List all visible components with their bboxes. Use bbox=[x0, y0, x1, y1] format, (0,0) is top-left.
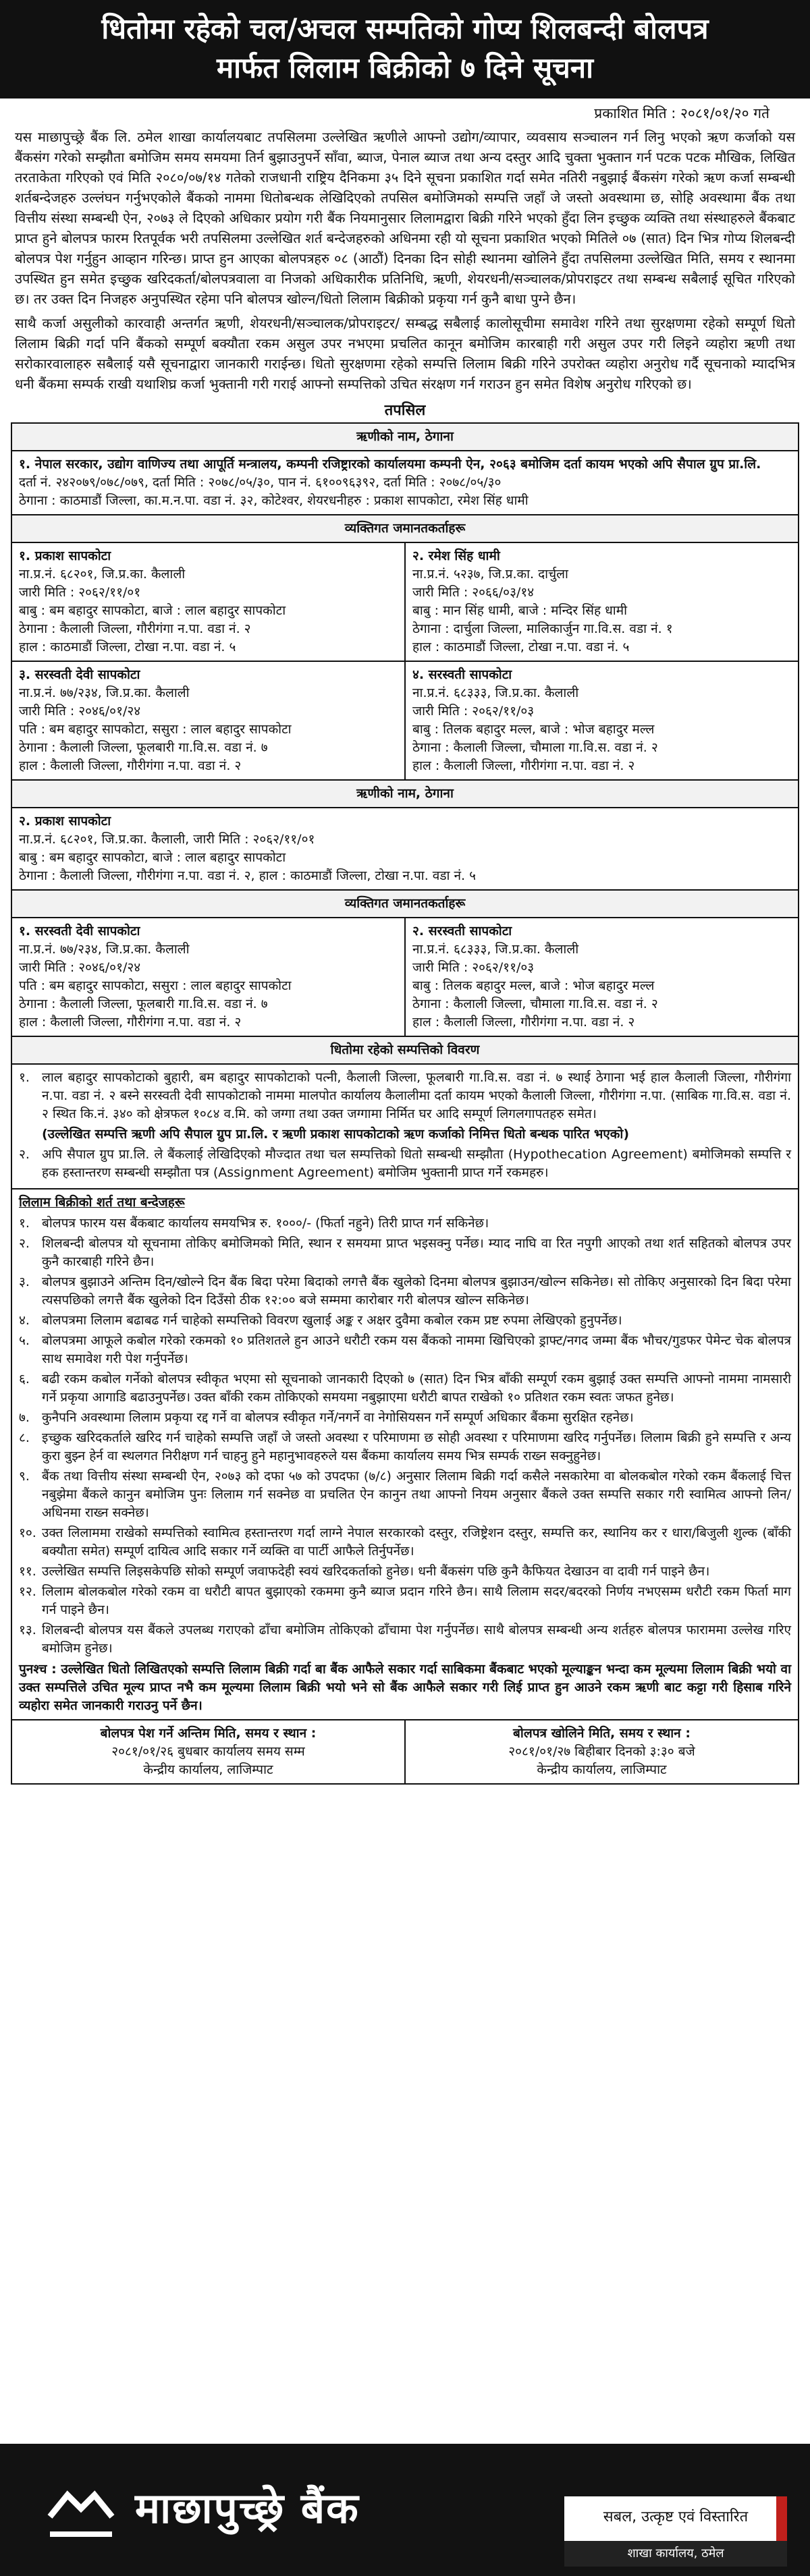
guarantor-line: जारी मिति : २०६२/११/०३ bbox=[412, 960, 535, 975]
property-note: (उल्लेखित सम्पत्ति ऋणी अपि सैपाल ग्रुप प्रा.लि. र ऋणी प्रकाश सापकोटाको ऋण कर्जाको निमित्त धितो बन्धक पारित भएको) bbox=[42, 1127, 629, 1142]
guarantor-name: १. सरस्वती देवी सापकोटा bbox=[19, 924, 140, 939]
property-heading: धितोमा रहेको सम्पत्तिको विवरण bbox=[11, 1036, 799, 1064]
guarantor-name: १. प्रकाश सापकोटा bbox=[19, 549, 111, 563]
guarantor-line: जारी मिति : २०४६/०१/२४ bbox=[19, 704, 141, 719]
guarantor-line: जारी मिति : २०६२/११/०१ bbox=[19, 585, 141, 600]
guarantor-line: ठेगाना : कैलाली जिल्ला, गौरीगंगा न.पा. वडा नं. २ bbox=[19, 621, 251, 636]
guarantor-line: हाल : कैलाली जिल्ला, गौरीगंगा न.पा. वडा नं. २ bbox=[412, 758, 635, 773]
borrower-line: १. नेपाल सरकार, उद्योग वाणिज्य तथा आपूर्ति मन्त्रालय, कम्पनी रजिष्ट्रारको कार्यालयमा कम्पनी ऐन, २०६३ बमोजिम दर्ता कायम भएको अपि सैपाल ग्रुप प्रा.लि. bbox=[19, 457, 761, 472]
guarantor-line: ना.प्र.नं. ६८३३३, जि.प्र.का. कैलाली bbox=[412, 942, 579, 957]
guarantor-name: ४. सरस्वती सापकोटा bbox=[412, 667, 512, 682]
condition-item: १३. शिलबन्दी बोलपत्र यस बैंकले उपलब्ध गराएको ढाँचा बमोजिम तोकिएको ढाँचामा पेश गर्नुपर्नेछ। साथै बोलपत्र सम्बन्धी अन्य शर्तहरु बोलपत्र फाराममा उल्लेख गरिए बमोजिम हुनेछ। bbox=[19, 1623, 791, 1656]
condition-item: ५. बोलपत्रमा आफूले कबोल गरेको रकमको १० प्रतिशतले हुन आउने धरौटी रकम यस बैंकको नाममा खिचिएको ड्राफ्ट/नगद जम्मा बैंक भौचर/गुडफर पेमेन्ट चेक बोलपत्र साथ समावेश गरी पेश गर्नुपर्नेछ। bbox=[19, 1333, 791, 1366]
guarantor-line: ठेगाना : कैलाली जिल्ला, फूलबारी गा.वि.स. वडा नं. ७ bbox=[19, 997, 268, 1011]
guarantor-line: ठेगाना : कैलाली जिल्ला, फूलबारी गा.वि.स. वडा नं. ७ bbox=[19, 740, 268, 755]
opening-date-place: केन्द्रीय कार्यालय, लाजिम्पाट bbox=[537, 1762, 667, 1777]
guarantor-name: २. रमेश सिंह धामी bbox=[412, 549, 500, 563]
bank-tagline: सबल, उत्कृष्ट एवं विस्तारित bbox=[603, 2509, 749, 2525]
tagline-box bbox=[564, 2496, 787, 2567]
guarantor-line: ना.प्र.नं. ६८३३३, जि.प्र.का. कैलाली bbox=[412, 685, 579, 700]
guarantors-heading: व्यक्तिगत जमानतकर्ताहरू bbox=[11, 515, 799, 542]
guarantor-line: बाबु : तिलक बहादुर मल्ल, बाजे : भोज बहादुर मल्ल bbox=[412, 722, 655, 737]
fishtail-mountain-icon bbox=[47, 2477, 115, 2545]
guarantor-line: ना.प्र.नं. ७७/२३४, जि.प्र.का. कैलाली bbox=[19, 685, 190, 700]
borrower-line: दर्ता नं. २४२०७९/०७८/०७९, दर्ता मिति : २०७८/०५/३०, पान नं. ६१००९६३९२, दर्ता मिति : २०७८/०५/३० bbox=[19, 475, 502, 490]
property-item: २. अपि सैपाल ग्रुप प्रा.लि. ले बैंकलाई लेखिदिएको मौज्दात तथा चल सम्पत्तिको धितो सम्बन्धी सम्झौता (Hypothecation Agreement) बमोजिमको सम्पत्ति र हक हस्तान्तरण सम्बन्धी सम्झौता पत्र (Assignment Agreement) बमोजिम भुक्तानी प्राप्त गर्ने रकमहरु। bbox=[19, 1147, 791, 1180]
submit-deadline-cell bbox=[11, 1720, 405, 1784]
guarantor-cell bbox=[405, 918, 799, 1036]
guarantor-line: ना.प्र.नं. ६८२०१, जि.प्र.का. कैलाली bbox=[19, 567, 186, 582]
notice-title bbox=[0, 0, 810, 99]
condition-item: ८. इच्छुक खरिदकर्ताले खरिद गर्न चाहेको सम्पत्ति जहाँ जे जस्तो अवस्था र परिमाणमा छ सोही अवस्था र परिमाणमा खरिद गर्नुपर्नेछ। लिलाम बिक्री हुने सम्पत्ति र अन्य कुरा बुझ्न हेर्न वा स्थलगत निरीक्षण गर्न चाहनु हुने महानुभावहरुले यस बैंकमा कार्यालय समय भित्र सम्पर्क राख्न सक्नुहुनेछ। bbox=[19, 1430, 791, 1463]
guarantor-cell bbox=[11, 661, 405, 780]
guarantor-line: हाल : कैलाली जिल्ला, गौरीगंगा न.पा. वडा नं. २ bbox=[19, 1015, 242, 1030]
guarantor-line: जारी मिति : २०६६/०३/१४ bbox=[412, 585, 535, 600]
borrower-line: ठेगाना : काठमाडौं जिल्ला, का.म.न.पा. वडा नं. ३२, कोटेश्वर, शेयरधनीहरु : प्रकाश सापकोटा, रमेश सिंह धामी bbox=[19, 493, 529, 508]
condition-item: ६. बढी रकम कबोल गर्नेको बोलपत्र स्वीकृत भएमा सो सूचनाको जानकारी दिएको ७ (सात) दिन भित्र बाँकी सम्पूर्ण रकम बुझाई उक्त सम्पत्ति आफ्नो नाममा नामसारी गर्ने प्रकृया आगाडि बढाउनुपर्नेछ। उक्त बाँकी रकम तोकिएको समयमा नबुझाएमा धरौटी बापत राखेको १० प्रतिशत रकम स्वतः जफत हुनेछ। bbox=[19, 1372, 791, 1405]
tapsil-heading: तपसिल bbox=[384, 402, 426, 419]
condition-item: ४. बोलपत्रमा लिलाम बढाबढ गर्न चाहेको सम्पत्तिको विवरण खुलाई अङ्क र अक्षर दुवैमा कबोल रकम प्रष्ट रुपमा लेखिएको हुनुपर्नेछ। bbox=[19, 1313, 622, 1328]
opening-date-value: २०८१/०१/२७ बिहीबार दिनको ३:३० बजे bbox=[508, 1744, 695, 1759]
condition-item: ११. उल्लेखित सम्पत्ति लिइसकेपछि सोको सम्पूर्ण जवाफदेही स्वयं खरिदकर्ताको हुनेछ। धनी बैंकसंग पछि कुनै कैफियत देखाउन वा दावी गर्न पाइने छैन। bbox=[19, 1564, 710, 1579]
guarantor-line: जारी मिति : २०६२/११/०३ bbox=[412, 704, 535, 719]
borrower-line: ठेगाना : कैलाली जिल्ला, गौरीगंगा न.पा. वडा नं. २, हाल : काठमाडौं जिल्ला, टोखा न.पा. वडा नं. ५ bbox=[19, 868, 476, 883]
condition-item: १. बोलपत्र फारम यस बैंकबाट कार्यालय समयभित्र रु. १०००/- (फिर्ता नहुने) तिरी प्राप्त गर्न सकिनेछ। bbox=[19, 1216, 489, 1231]
property-cell bbox=[11, 1064, 799, 1189]
guarantor-line: बाबु : तिलक बहादुर मल्ल, बाजे : भोज बहादुर मल्ल bbox=[412, 978, 655, 993]
conditions-cell bbox=[11, 1189, 799, 1720]
guarantors-heading: व्यक्तिगत जमानतकर्ताहरू bbox=[11, 890, 799, 918]
guarantor-cell bbox=[405, 542, 799, 661]
guarantor-line: ना.प्र.नं. ५२३७, जि.प्र.का. दार्चुला bbox=[412, 567, 568, 582]
guarantor-line: ठेगाना : कैलाली जिल्ला, चौमाला गा.वि.स. वडा नं. २ bbox=[412, 740, 658, 755]
condition-item: १२. लिलाम बोलकबोल गरेको रकम वा धरौटी बापत बुझाएको रकममा कुनै ब्याज प्रदान गरिने छैन। साथै लिलाम सदर/बदरको निर्णय नभएसम्म धरौटी रकम फिर्ता माग गर्न पाइने छैन। bbox=[19, 1584, 791, 1617]
published-date: प्रकाशित मिति : २०८१/०१/२० गते bbox=[594, 105, 770, 121]
opening-date-label: बोलपत्र खोलिने मिति, समय र स्थान : bbox=[513, 1726, 691, 1741]
guarantor-line: ठेगाना : कैलाली जिल्ला, चौमाला गा.वि.स. वडा नं. २ bbox=[412, 997, 658, 1011]
condition-item: २. शिलबन्दी बोलपत्र यो सूचनामा तोकिए बमोजिमको मिति, स्थान र समयमा प्राप्त भइसक्नु पर्नेछ। म्याद नाघि वा रित नपुगी आएको तथा शर्त सहितको बोलपत्र उपर कुनै कारबाही गरिने छैन। bbox=[19, 1236, 791, 1269]
opening-date-cell bbox=[405, 1720, 799, 1784]
guarantor-line: ठेगाना : दार्चुला जिल्ला, मालिकार्जुन गा.वि.स. वडा नं. १ bbox=[412, 621, 673, 636]
condition-item: ७. कुनैपनि अवस्थामा लिलाम प्रकृया रद्द गर्ने वा बोलपत्र स्वीकृत गर्ने/नगर्ने वा नेगोसियसन गर्ने सम्पूर्ण अधिकार बैंकमा सुरक्षित रहनेछ। bbox=[19, 1410, 634, 1425]
intro-text bbox=[15, 127, 795, 394]
submit-deadline-place: केन्द्रीय कार्यालय, लाजिम्पाट bbox=[143, 1762, 273, 1777]
bank-footer bbox=[0, 2444, 810, 2576]
branch-label: शाखा कार्यालय, ठमेल bbox=[564, 2541, 787, 2567]
submit-deadline-value: २०८१/०१/२६ बुधबार कार्यालय समय सम्म bbox=[111, 1744, 305, 1759]
guarantor-line: ना.प्र.नं. ७७/२३४, जि.प्र.का. कैलाली bbox=[19, 942, 190, 957]
intro-paragraph: साथै कर्जा असुलीको कारवाही अन्तर्गत ऋणी, शेयरधनी/सञ्चालक/प्रोपराइटर/ सम्बद्ध सबैलाई कालोसूचीमा समावेश गरिने तथा सुरक्षणमा रहेको सम्पूर्ण धितो लिलाम बिक्री गर्दा पनि बैंकको सम्पूर्ण बक्यौता रकम असुल उपर नभएमा प्रचलित कानून बमोजिम कारबाही गरी असुल उपर गरी लिइने व्यहोरा ऋणी तथा सरोकारवालाहरु सबैलाई यसै सूचनाद्वारा जानकारी गराईन्छ। धितो सुरक्षणमा रहेको सम्पत्ति लिलाम बिक्री गरिने उपरोक्त व्यहोरा अनुरोध गर्दै सूचनाको म्यादभित्र धनी बैंकमा सम्पर्क राखी यथाशिघ्र कर्जा भुक्तानी गरी गराई आफ्नो सम्पत्तिको उचित संरक्षण गर्न गराउन हुन समेत विशेष अनुरोध गरिएको छ। bbox=[15, 315, 795, 392]
borrower-line: २. प्रकाश सापकोटा bbox=[19, 814, 111, 829]
submit-deadline-label: बोलपत्र पेश गर्ने अन्तिम मिति, समय र स्थान : bbox=[100, 1726, 317, 1741]
guarantor-line: पति : बम बहादुर सापकोटा, ससुरा : लाल बहादुर सापकोटा bbox=[19, 978, 292, 993]
guarantor-line: जारी मिति : २०४६/०१/२४ bbox=[19, 960, 141, 975]
condition-item: ९. बैंक तथा वित्तीय संस्था सम्बन्धी ऐन, २०७३ को दफा ५७ को उपदफा (७/८) अनुसार लिलाम बिक्री गर्दा कसैले नसकारेमा वा बोलकबोल गरेको रकम बैंकलाई चित्त नबुझेमा बैंकले कानुन बमोजिम पुनः लिलाम गर्न सक्नेछ वा प्रचलित ऐन कानुन तथा आफ्नो नियम अनुसार बैंकले उक्त सम्पत्ति सकार गरी स्वामित्व आफ्नो लिन/अधिनमा राख्न सक्नेछ। bbox=[19, 1469, 791, 1520]
borrower-2-cell bbox=[11, 808, 799, 890]
borrower-line: बाबु : बम बहादुर सापकोटा, बाजे : लाल बहादुर सापकोटा bbox=[19, 850, 286, 865]
details-table bbox=[11, 422, 799, 1785]
guarantor-line: हाल : काठमाडौं जिल्ला, टोखा न.पा. वडा नं. ५ bbox=[19, 640, 236, 654]
condition-item: १०. उक्त लिलाममा राखेको सम्पत्तिको स्वामित्व हस्तान्तरण गर्दा लाग्ने नेपाल सरकारको दस्तुर, रजिष्ट्रेशन दस्तुर, सम्पत्ति कर, स्थानिय कर र धारा/बिजुली शुल्क (बाँकी बक्यौता समेत) सम्पूर्ण दायित्व आदि सकार गर्ने व्यक्ति वा पार्टी आफैले तिर्नुपर्नेछ। bbox=[19, 1525, 791, 1559]
guarantor-line: बाबु : मान सिंह धामी, बाजे : मन्दिर सिंह धामी bbox=[412, 603, 628, 618]
borrower-1-cell bbox=[11, 451, 799, 515]
condition-item: ३. बोलपत्र बुझाउने अन्तिम दिन/खोल्ने दिन बैंक बिदा परेमा बिदाको लगत्तै बैंक खुलेको दिनमा बोलपत्र बुझाउन/खोल्न सकिनेछ। सो तोकिए अनुसारको दिन बिदा परेमा त्यसपछिको लगत्तै बैंक खुलेको दिन दिउँसो ठीक १२:०० बजे सम्ममा कारोबार गरी बोलपत्र खोल्न सकिनेछ। bbox=[19, 1275, 791, 1308]
bank-name: माछापुच्छ्रे बैंक bbox=[135, 2484, 360, 2533]
borrower-heading: ऋणीको नाम, ठेगाना bbox=[11, 423, 799, 451]
postscript-note: पुनश्च : उल्लेखित धितो लिखितएको सम्पत्ति लिलाम बिक्री गर्दा बा बैंक आफैले सकार गर्दा साबिकमा बैंकबाट भएको मूल्याङ्कन भन्दा कम मूल्यमा लिलाम बिक्री भयो वा उक्त सम्पत्तिले उचित मूल्य प्राप्त नभै कम मूल्यमा लिलाम बिक्री भयो भने सो बैंक आफैले सकार गरी लिई प्राप्त हुन आउने रकम ऋणी बाट कट्टा गरी हिसाब गरिने व्यहोरा समेत जानकारी गराउनु पर्ने छैन। bbox=[19, 1662, 791, 1713]
intro-paragraph: यस माछापुच्छ्रे बैंक लि. ठमेल शाखा कार्यालयबाट तपसिलमा उल्लेखित ऋणीले आफ्नो उद्योग/व्यापार, व्यवसाय सञ्चालन गर्न लिनु भएको ऋण कर्जाको यस बैंकसंग गरेको सम्झौता बमोजिम समय समयमा तिर्न बुझाउनुपर्ने साँवा, ब्याज, पेनाल ब्याज तथा अन्य दस्तुर आदि चुक्ता भुक्तान गर्न पटक पटक मौखिक, लिखित तरताकेता गरिएको एवं मिति २०८०/०७/१४ गतेको राजधानी राष्ट्रिय दैनिकमा ३५ दिने सूचना प्रकाशित गर्दा समेत नतिरी नबुझाई बैंकसंग गरेको ऋण कर्जा सम्बन्धी शर्तबन्देजहरु उल्लंघन गर्नुभएकोले बैंकको नाममा धितोबन्धक लेखिदिएको तपसिल बमोजिमको सम्पत्ति जहाँ जे जस्तो अवस्थामा छ, सोहि अवस्थामा बैंक तथा वित्तीय संस्था सम्बन्धी ऐन, २०७३ ले दिएको अधिकार प्रयोग गरी बैंक नियमानुसार लिलामद्वारा बिक्री गरिने भएको हुँदा लिन इच्छुक व्यक्ति तथा संस्थाहरुले बैंकबाट प्राप्त हुने बोलपत्र फारम रितपूर्वक भरी तपसिलमा उल्लेखित शर्त बन्देजहरुको अधिनमा रही यो सूचना प्रकाशित भएको मितिले ०७ (सात) दिन भित्र गोप्य शिलबन्दी बोलपत्र पेश गर्नुहुन आव्हान गरिन्छ। प्राप्त हुन आएका बोलपत्रहरु ०८ (आठौं) दिनका दिन सोही स्थानमा खोलिने हुँदा तपसिलमा उल्लेखित मिति, समय र स्थानमा उपस्थित हुन समेत इच्छुक खरिदकर्ता/बोलपत्रवाला वा निजको अधिकारीक प्रतिनिधि, ऋणी, शेयरधनी/सञ्चालक/प्रोपराइटर तथा सम्बन्ध सबैलाई सूचित गरिएको छ। तर उक्त दिन निजहरु अनुपस्थित रहेमा पनि बोलपत्र खोल्न/धितो लिलाम बिक्रीको प्रकृया गर्न कुनै बाधा पुग्ने छैन। bbox=[15, 129, 795, 307]
guarantor-line: हाल : काठमाडौं जिल्ला, टोखा न.पा. वडा नं. ५ bbox=[412, 640, 630, 654]
conditions-heading: लिलाम बिक्रीको शर्त तथा बन्देजहरू bbox=[19, 1195, 185, 1210]
guarantor-cell bbox=[405, 661, 799, 780]
guarantor-line: हाल : कैलाली जिल्ला, गौरीगंगा न.पा. वडा नं. २ bbox=[412, 1015, 635, 1030]
borrower-heading: ऋणीको नाम, ठेगाना bbox=[11, 780, 799, 808]
guarantor-name: २. सरस्वती सापकोटा bbox=[412, 924, 512, 939]
title-line-1: धितोमा रहेको चल/अचल सम्पतिको गोप्य शिलबन्दी बोलपत्र bbox=[101, 12, 709, 45]
guarantor-cell bbox=[11, 918, 405, 1036]
guarantor-name: ३. सरस्वती देवी सापकोटा bbox=[19, 667, 140, 682]
title-line-2: मार्फत लिलाम बिक्रीको ७ दिने सूचना bbox=[217, 51, 593, 84]
property-item: १. लाल बहादुर सापकोटाको बुहारी, बम बहादुर सापकोटाको पत्नी, कैलाली जिल्ला, फूलबारी गा.वि.स. वडा नं. ७ स्थाई ठेगाना भई हाल कैलाली जिल्ला, गौरीगंगा न.पा. वडा नं. २ बस्ने सरस्वती देवी सापकोटाको नाममा मालपोत कार्यालय कैलालीमा दर्ता कायम भएको कैलाली जिल्ला, गौरीगंगा न.पा. (साबिक गा.वि.स. वडा नं. २ स्थित कि.नं. ३४० को क्षेत्रफल १०८४ व.मि. को जग्गा तथा उक्त जग्गामा निर्मित घर आदि सम्पूर्ण लिगलगापतहरु समेत। bbox=[19, 1070, 791, 1121]
guarantor-line: हाल : कैलाली जिल्ला, गौरीगंगा न.पा. वडा नं. २ bbox=[19, 758, 242, 773]
borrower-line: ना.प्र.नं. ६८२०१, जि.प्र.का. कैलाली, जारी मिति : २०६२/११/०१ bbox=[19, 832, 315, 847]
guarantor-cell bbox=[11, 542, 405, 661]
guarantor-line: बाबु : बम बहादुर सापकोटा, बाजे : लाल बहादुर सापकोटा bbox=[19, 603, 286, 618]
guarantor-line: पति : बम बहादुर सापकोटा, ससुरा : लाल बहादुर सापकोटा bbox=[19, 722, 292, 737]
